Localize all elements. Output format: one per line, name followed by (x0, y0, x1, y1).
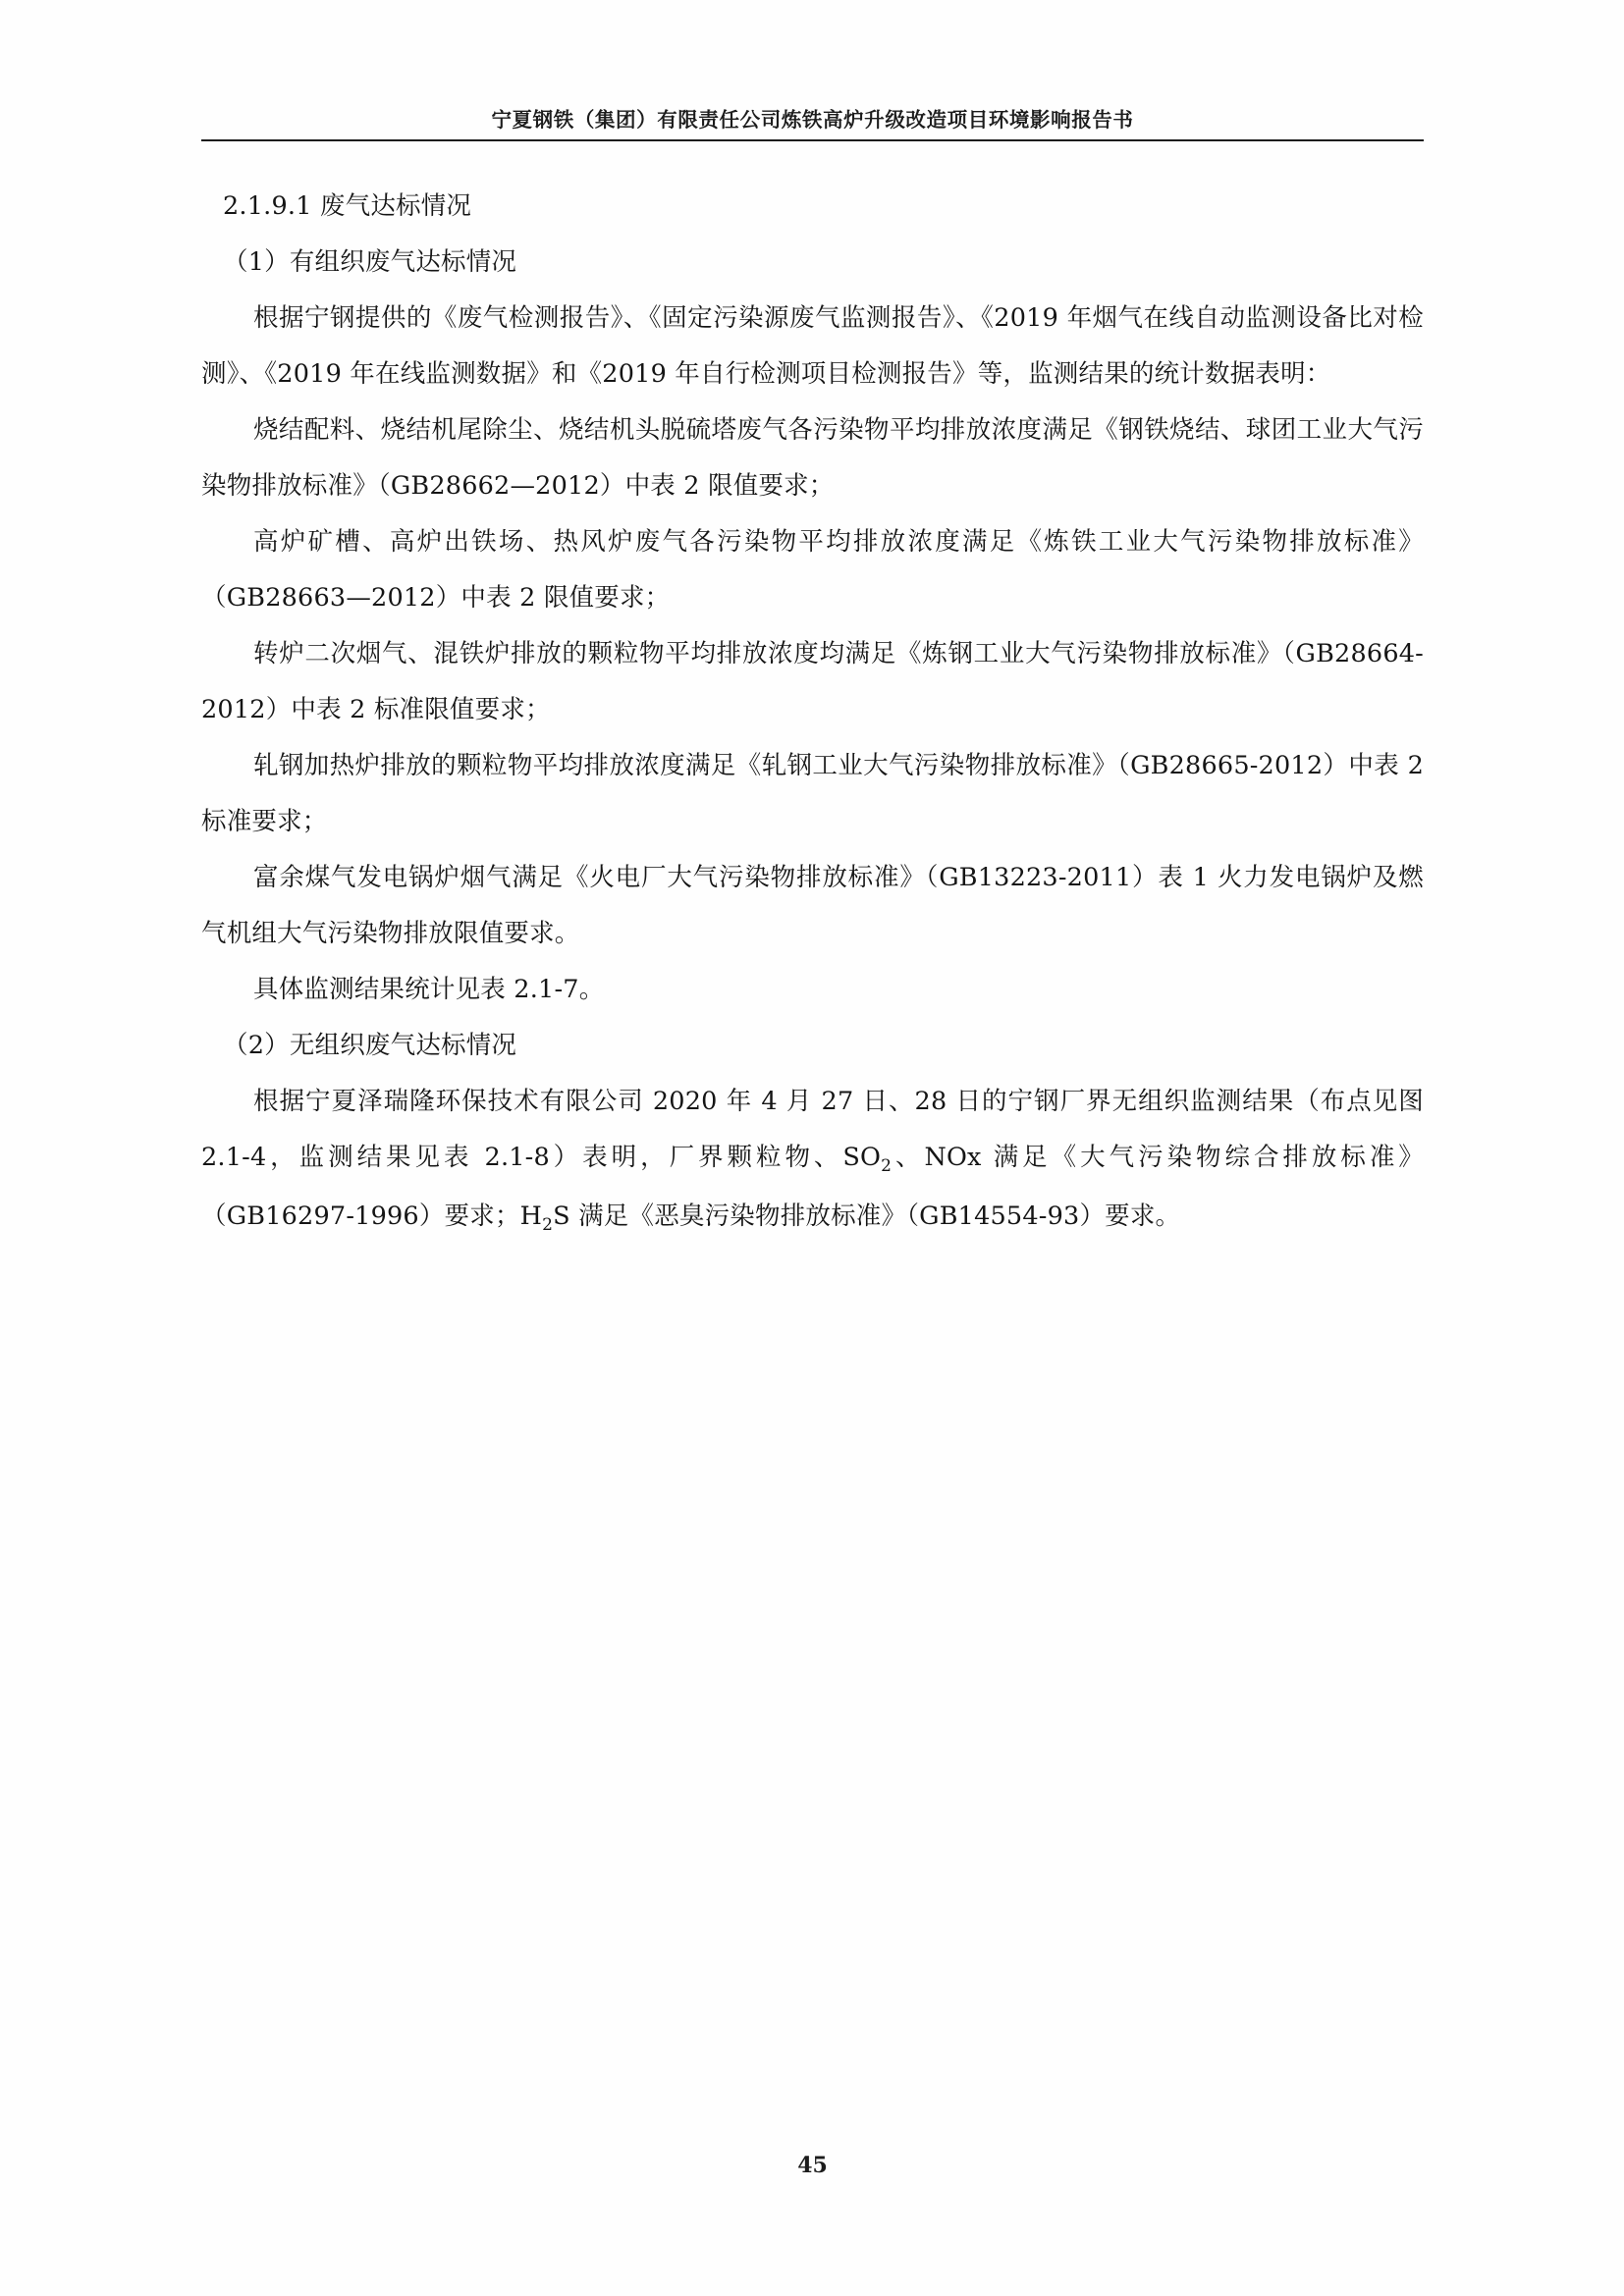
running-header-text: 宁夏钢铁（集团）有限责任公司炼铁高炉升级改造项目环境影响报告书 (491, 108, 1134, 132)
running-header (201, 103, 1424, 133)
paragraph-rolling-mill-standard: 轧钢加热炉排放的颗粒物平均排放浓度满足《轧钢工业大气污染物排放标准》（GB28665-2012）中表 2 标准要求； (201, 751, 1424, 836)
paragraph-unorganized-text-part2: 、NOx 满足《大气污染物综合排放标准》（GB16297-1996）要求；H (201, 1143, 1424, 1231)
subsection-heading-unorganized-exhaust: （2）无组织废气达标情况 (223, 1031, 517, 1060)
page-content-area (201, 0, 1424, 2296)
paragraph-unorganized-text-part3: S 满足《恶臭污染物排放标准》（GB14554-93）要求。 (553, 1201, 1181, 1231)
paragraph-converter-standard: 转炉二次烟气、混铁炉排放的颗粒物平均排放浓度均满足《炼钢工业大气污染物排放标准》（GB28664-2012）中表 2 标准限值要求； (201, 639, 1424, 724)
header-divider (201, 139, 1424, 141)
subsection-heading-organized-exhaust: （1）有组织废气达标情况 (223, 247, 517, 277)
paragraph-blast-furnace-standard: 高炉矿槽、高炉出铁场、热风炉废气各污染物平均排放浓度满足《炼铁工业大气污染物排放标准》（GB28663—2012）中表 2 限值要求； (201, 527, 1424, 613)
so2-subscript: 2 (881, 1156, 893, 1176)
paragraph-unorganized-monitoring-results (201, 1074, 1424, 1248)
h2s-subscript: 2 (542, 1215, 554, 1235)
paragraph-monitoring-reports: 根据宁钢提供的《废气检测报告》、《固定污染源废气监测报告》、《2019 年烟气在线自动监测设备比对检测》、《2019 年在线监测数据》和《2019 年自行检测项目检测报告》等，监测结果的统计数据表明： (201, 303, 1424, 389)
paragraph-surplus-gas-boiler-standard: 富余煤气发电锅炉烟气满足《火电厂大气污染物排放标准》（GB13223-2011）表 1 火力发电锅炉及燃气机组大气污染物排放限值要求。 (201, 863, 1424, 948)
page-number: 45 (797, 2153, 828, 2178)
document-body (201, 179, 1424, 1248)
paragraph-sintering-standard: 烧结配料、烧结机尾除尘、烧结机头脱硫塔废气各污染物平均排放浓度满足《钢铁烧结、球团工业大气污染物排放标准》（GB28662—2012）中表 2 限值要求； (201, 415, 1424, 501)
page-footer (201, 2153, 1424, 2178)
paragraph-unorganized-text-part1: 根据宁夏泽瑞隆环保技术有限公司 2020 年 4 月 27 日、28 日的宁钢厂界无组织监测结果（布点见图 2.1-4，监测结果见表 2.1-8）表明，厂界颗粒物、SO (201, 1087, 1424, 1172)
paragraph-see-table-2-1-7: 具体监测结果统计见表 2.1-7。 (253, 975, 605, 1004)
section-heading-2-1-9-1: 2.1.9.1 废气达标情况 (223, 191, 472, 221)
